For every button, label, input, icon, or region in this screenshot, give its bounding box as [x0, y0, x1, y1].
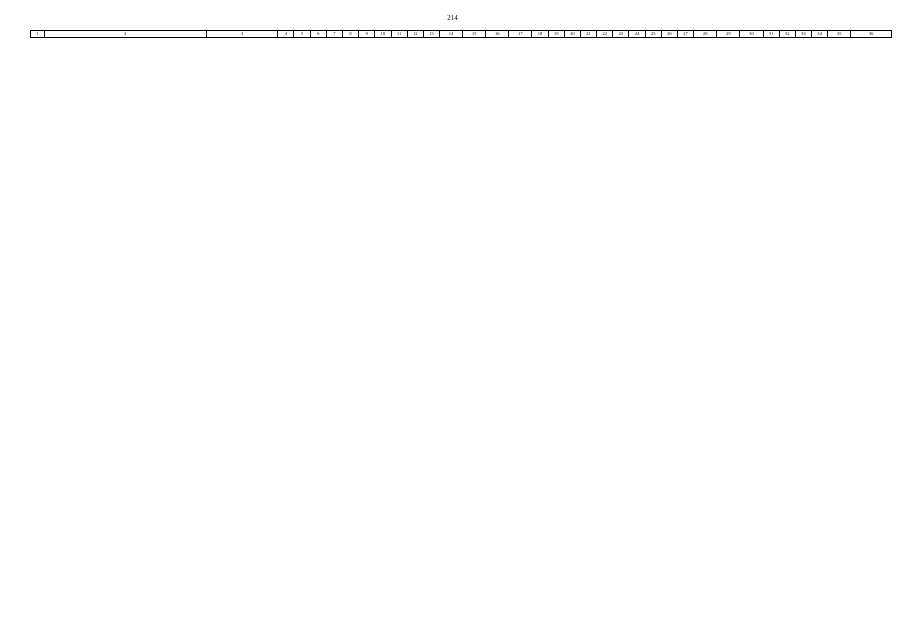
header-cell: 35	[828, 31, 851, 38]
header-cell: 12	[407, 31, 423, 38]
header-cell: 21	[580, 31, 596, 38]
header-cell: 36	[851, 31, 892, 38]
header-cell: 25	[645, 31, 661, 38]
header-cell: 31	[763, 31, 779, 38]
header-cell: 3	[206, 31, 278, 38]
header-cell: 33	[795, 31, 811, 38]
header-cell: 26	[661, 31, 677, 38]
header-cell: 9	[359, 31, 375, 38]
header-cell: 10	[375, 31, 391, 38]
header-cell: 29	[717, 31, 740, 38]
header-cell: 22	[597, 31, 613, 38]
header-row	[31, 31, 892, 38]
header-cell: 8	[342, 31, 358, 38]
header-cell: 7	[326, 31, 342, 38]
header-cell: 14	[440, 31, 463, 38]
header-cell: 6	[310, 31, 326, 38]
forest-users-table	[30, 30, 892, 38]
header-cell: 15	[463, 31, 486, 38]
header-cell: 19	[548, 31, 564, 38]
header-cell: 11	[391, 31, 407, 38]
header-cell: 1	[31, 31, 45, 38]
header-cell: 32	[779, 31, 795, 38]
header-cell: 4	[278, 31, 294, 38]
page-number: 214	[447, 14, 458, 22]
header-cell: 17	[509, 31, 532, 38]
header-cell: 27	[678, 31, 694, 38]
header-cell: 28	[694, 31, 717, 38]
header-cell: 23	[613, 31, 629, 38]
header-cell: 16	[486, 31, 509, 38]
header-cell: 30	[740, 31, 763, 38]
header-cell: 18	[532, 31, 548, 38]
header-cell: 24	[629, 31, 645, 38]
header-cell: 2	[44, 31, 206, 38]
header-cell: 5	[294, 31, 310, 38]
header-cell: 13	[423, 31, 439, 38]
header-cell: 20	[564, 31, 580, 38]
header-cell: 34	[812, 31, 828, 38]
